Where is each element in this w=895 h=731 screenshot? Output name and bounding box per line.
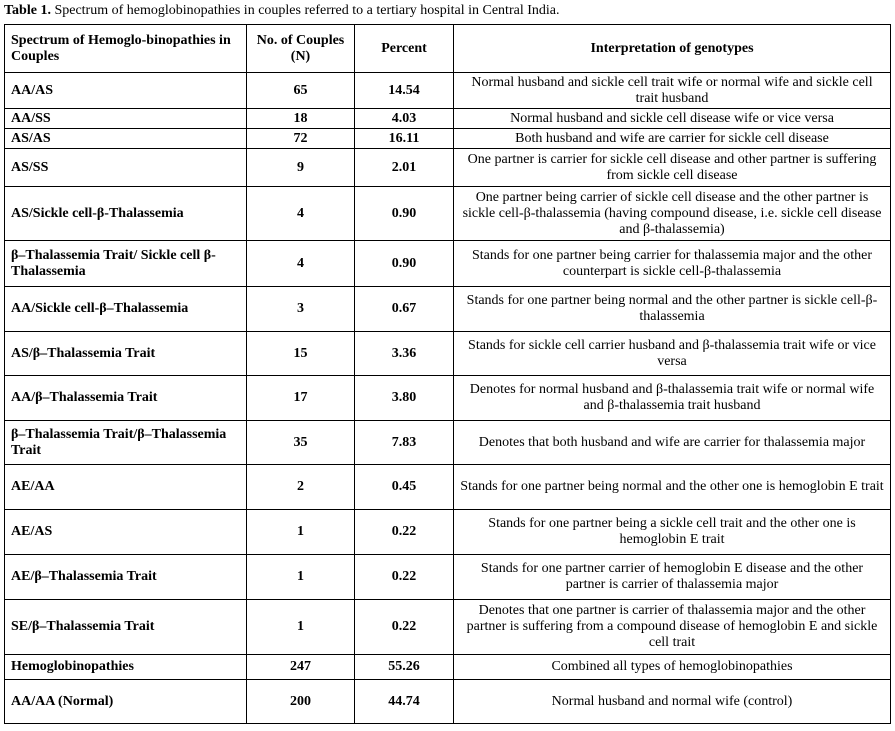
cell-number: 72 <box>247 129 355 149</box>
cell-interpretation: Combined all types of hemoglobinopathies <box>454 655 891 680</box>
cell-percent: 16.11 <box>355 129 454 149</box>
table-row <box>5 510 891 555</box>
cell-interpretation: Denotes for normal husband and β-thalassemia trait wife or normal wife and β-thalassemia trait husband <box>454 376 891 421</box>
table-row <box>5 421 891 465</box>
cell-interpretation: Both husband and wife are carrier for sickle cell disease <box>454 129 891 149</box>
table-row <box>5 241 891 287</box>
cell-spectrum: AE/AS <box>5 510 247 555</box>
cell-interpretation: Denotes that both husband and wife are carrier for thalassemia major <box>454 421 891 465</box>
cell-spectrum: AE/AA <box>5 465 247 510</box>
cell-interpretation: Normal husband and normal wife (control) <box>454 680 891 724</box>
cell-spectrum: AA/β–Thalassemia Trait <box>5 376 247 421</box>
cell-number: 3 <box>247 287 355 332</box>
table-caption <box>4 2 559 20</box>
cell-percent: 4.03 <box>355 109 454 129</box>
cell-number: 15 <box>247 332 355 376</box>
cell-spectrum: AS/β–Thalassemia Trait <box>5 332 247 376</box>
cell-number: 35 <box>247 421 355 465</box>
cell-number: 1 <box>247 510 355 555</box>
cell-percent: 2.01 <box>355 149 454 187</box>
cell-interpretation: Stands for one partner being carrier for thalassemia major and the other counterpart is sickle cell-β-thalassemia <box>454 241 891 287</box>
column-header-number: No. of Couples (N) <box>247 25 355 73</box>
cell-number: 4 <box>247 187 355 241</box>
table-row <box>5 600 891 655</box>
cell-interpretation: One partner is carrier for sickle cell disease and other partner is suffering from sickle cell disease <box>454 149 891 187</box>
cell-spectrum: AS/Sickle cell-β-Thalassemia <box>5 187 247 241</box>
cell-spectrum: AA/SS <box>5 109 247 129</box>
table-row <box>5 73 891 109</box>
hemoglobinopathy-table <box>4 24 891 724</box>
cell-number: 4 <box>247 241 355 287</box>
cell-number: 65 <box>247 73 355 109</box>
cell-number: 247 <box>247 655 355 680</box>
table-row <box>5 187 891 241</box>
cell-percent: 0.67 <box>355 287 454 332</box>
cell-spectrum: AS/SS <box>5 149 247 187</box>
cell-spectrum: SE/β–Thalassemia Trait <box>5 600 247 655</box>
table-row <box>5 332 891 376</box>
table-row <box>5 149 891 187</box>
table-row <box>5 655 891 680</box>
cell-spectrum: AA/Sickle cell-β–Thalassemia <box>5 287 247 332</box>
cell-number: 18 <box>247 109 355 129</box>
cell-number: 9 <box>247 149 355 187</box>
cell-percent: 3.80 <box>355 376 454 421</box>
cell-percent: 0.22 <box>355 555 454 600</box>
table-row <box>5 680 891 724</box>
cell-spectrum: AE/β–Thalassemia Trait <box>5 555 247 600</box>
cell-interpretation: Stands for sickle cell carrier husband and β-thalassemia trait wife or vice versa <box>454 332 891 376</box>
table-row <box>5 465 891 510</box>
cell-percent: 0.45 <box>355 465 454 510</box>
table-caption-text: Spectrum of hemoglobinopathies in couples referred to a tertiary hospital in Central India. <box>54 3 560 18</box>
column-header-spectrum: Spectrum of Hemoglo-binopathies in Couples <box>5 25 247 73</box>
cell-interpretation: Stands for one partner carrier of hemoglobin E disease and the other partner is carrier of thalassemia major <box>454 555 891 600</box>
cell-percent: 0.22 <box>355 600 454 655</box>
cell-spectrum: Hemoglobinopathies <box>5 655 247 680</box>
column-header-percent: Percent <box>355 25 454 73</box>
cell-number: 17 <box>247 376 355 421</box>
cell-number: 200 <box>247 680 355 724</box>
cell-number: 1 <box>247 555 355 600</box>
table-caption-label: Table 1. <box>4 3 51 18</box>
cell-percent: 44.74 <box>355 680 454 724</box>
cell-spectrum: β–Thalassemia Trait/ Sickle cell β-Thalassemia <box>5 241 247 287</box>
header-row <box>5 25 891 73</box>
cell-interpretation: Denotes that one partner is carrier of thalassemia major and the other partner is suffering from a compound disease of hemoglobin E and sickle cell trait <box>454 600 891 655</box>
column-header-interpretation: Interpretation of genotypes <box>454 25 891 73</box>
cell-percent: 0.90 <box>355 241 454 287</box>
cell-interpretation: One partner being carrier of sickle cell disease and the other partner is sickle cell-β-thalassemia (having compound disease, i.e. sickle cell disease and β-thalassemia) <box>454 187 891 241</box>
table-row <box>5 109 891 129</box>
cell-interpretation: Stands for one partner being a sickle cell trait and the other one is hemoglobin E trait <box>454 510 891 555</box>
cell-interpretation: Stands for one partner being normal and the other one is hemoglobin E trait <box>454 465 891 510</box>
cell-percent: 0.22 <box>355 510 454 555</box>
cell-percent: 55.26 <box>355 655 454 680</box>
table-row <box>5 555 891 600</box>
cell-number: 1 <box>247 600 355 655</box>
cell-percent: 3.36 <box>355 332 454 376</box>
cell-interpretation: Normal husband and sickle cell disease wife or vice versa <box>454 109 891 129</box>
cell-spectrum: AS/AS <box>5 129 247 149</box>
table-row <box>5 287 891 332</box>
cell-number: 2 <box>247 465 355 510</box>
cell-spectrum: AA/AA (Normal) <box>5 680 247 724</box>
table-row <box>5 376 891 421</box>
cell-percent: 0.90 <box>355 187 454 241</box>
cell-interpretation: Stands for one partner being normal and the other partner is sickle cell-β-thalassemia <box>454 287 891 332</box>
cell-spectrum: β–Thalassemia Trait/β–Thalassemia Trait <box>5 421 247 465</box>
cell-percent: 7.83 <box>355 421 454 465</box>
table-row <box>5 129 891 149</box>
cell-interpretation: Normal husband and sickle cell trait wife or normal wife and sickle cell trait husband <box>454 73 891 109</box>
cell-spectrum: AA/AS <box>5 73 247 109</box>
cell-percent: 14.54 <box>355 73 454 109</box>
